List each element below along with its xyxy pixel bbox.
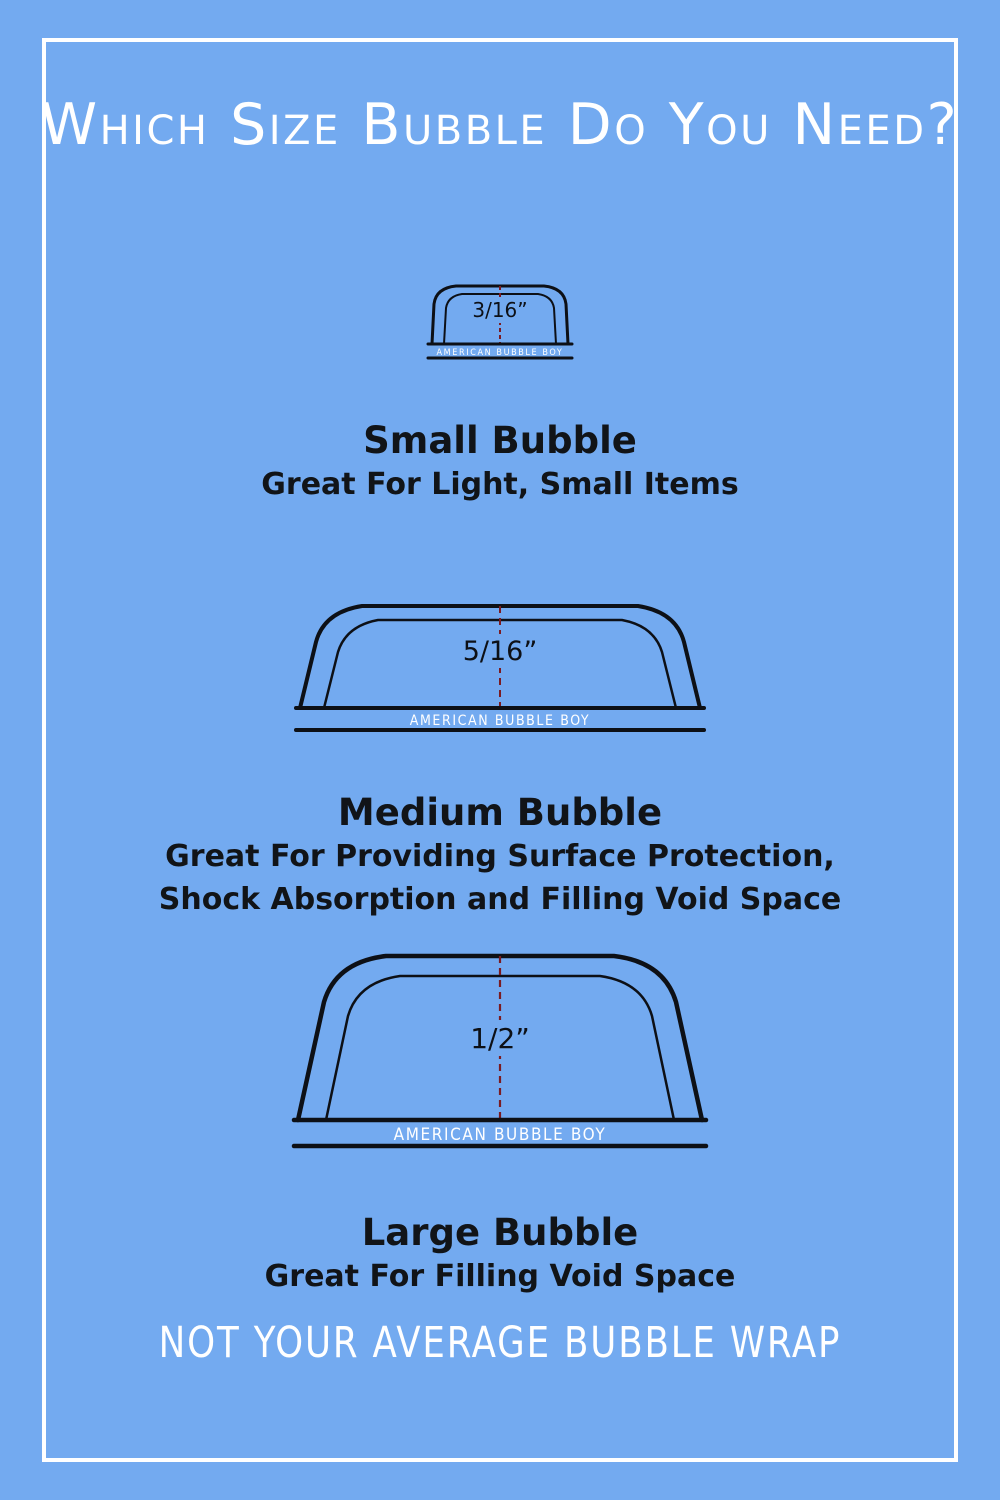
bubble-title-medium: Medium Bubble bbox=[337, 791, 663, 834]
dimension-label-large: 1/2” bbox=[470, 1022, 530, 1055]
bubble-subtitle-large-line1: Great For Filling Void Space bbox=[264, 1259, 736, 1295]
bubble-section-medium bbox=[0, 556, 1000, 919]
bubble-section-small bbox=[0, 252, 1000, 504]
brand-label-medium: AMERICAN BUBBLE BOY bbox=[409, 713, 591, 729]
medium-bubble-drawing bbox=[290, 556, 710, 736]
small-bubble-drawing bbox=[370, 252, 630, 362]
bubble-text-large bbox=[0, 1212, 1000, 1296]
brand-label-large: AMERICAN BUBBLE BOY bbox=[393, 1125, 607, 1145]
page-title: Which Size Bubble Do You Need? bbox=[40, 92, 960, 158]
brand-label-small: AMERICAN BUBBLE BOY bbox=[436, 348, 564, 358]
bubble-diagram-medium bbox=[0, 556, 1000, 736]
bubble-subtitle-medium-line1: Great For Providing Surface Protection, bbox=[165, 839, 835, 875]
bubble-title-small: Small Bubble bbox=[363, 419, 637, 462]
bubble-text-medium bbox=[0, 792, 1000, 919]
bubble-diagram-small bbox=[0, 252, 1000, 362]
large-bubble-drawing bbox=[290, 930, 710, 1160]
dimension-label-small: 3/16” bbox=[472, 298, 528, 322]
dimension-label-medium: 5/16” bbox=[462, 636, 538, 667]
poster-footer-text: NOT YOUR AVERAGE BUBBLE WRAP bbox=[158, 1318, 842, 1368]
bubble-subtitle-small-line1: Great For Light, Small Items bbox=[261, 467, 739, 503]
bubble-text-small bbox=[0, 420, 1000, 504]
bubble-diagram-large bbox=[0, 930, 1000, 1160]
bubble-subtitle-medium-line2: Shock Absorption and Filling Void Space bbox=[158, 882, 842, 918]
bubble-title-large: Large Bubble bbox=[361, 1211, 639, 1254]
bubble-section-large bbox=[0, 930, 1000, 1296]
